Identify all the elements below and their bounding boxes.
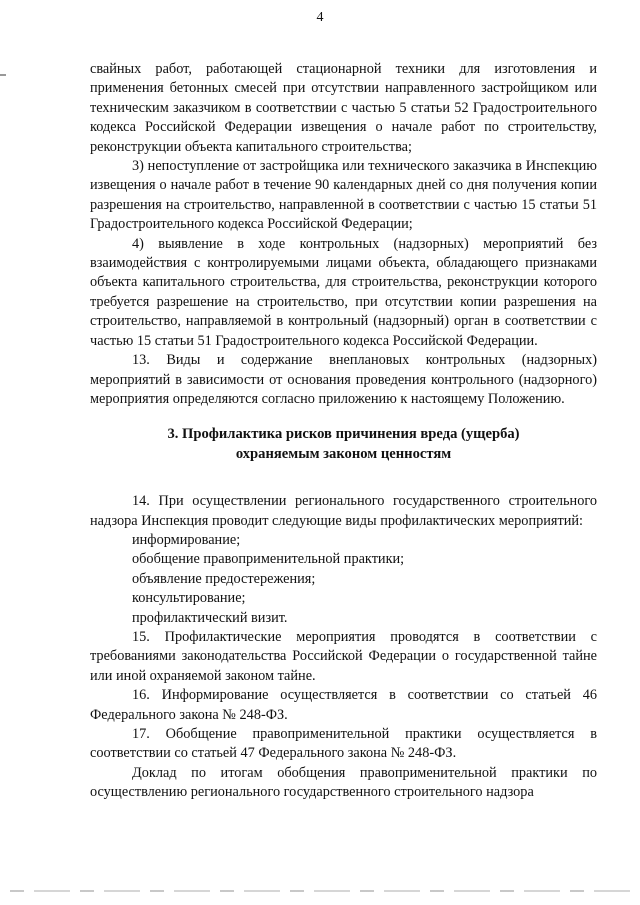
paragraph-continuation: свайных работ, работающей стационарной техники для изготовления и применения бетонных смесей при отсутствии направленного застройщиком или техническим заказчиком в соответствии с частью 5 статьи 52 Градостроительного кодекса Российской Федерации извещения о начале работ по строительству, реконструкции объекта капитального строительства; (90, 61, 597, 155)
list-item: обобщение правоприменительной практики; (132, 551, 405, 568)
section-heading-line-2: охраняемым законом ценностям (235, 445, 452, 462)
paragraph-report: Доклад по итогам обобщения правоприменительной практики по осуществлению регионального государственного строительного надзора (90, 764, 597, 801)
margin-mark (0, 74, 6, 76)
document-body (90, 60, 597, 803)
list-item: профилактический визит. (132, 609, 288, 626)
paragraph-13: 13. Виды и содержание внеплановых контрольных (надзорных) мероприятий в зависимости от основания проведения контрольного (надзорного) мероприятия определяются согласно приложению к настоящему Положению. (90, 352, 597, 407)
paragraph-17: 17. Обобщение правоприменительной практики осуществляется в соответствии со статьей 47 Федерального закона № 248-ФЗ. (90, 726, 597, 762)
paragraph-item-4: 4) выявление в ходе контрольных (надзорных) мероприятий без взаимодействия с контролируемыми лицами объекта, обладающего признаками объекта капитального строительства, для строительства, реконструкции которого требуется разрешение на строительство, при отсутствии копии разрешения на строительство, направляемой в контрольный (надзорный) орган в соответствии с частью 15 статьи 51 Градостроительного кодекса Российской Федерации. (90, 235, 597, 349)
paragraph-16: 16. Информирование осуществляется в соответствии со статьей 46 Федерального закона № 248-ФЗ. (90, 687, 597, 723)
page-number: 4 (316, 10, 324, 25)
paragraph-15: 15. Профилактические мероприятия проводятся в соответствии с требованиями законодательства Российской Федерации о государственной тайне или иной охраняемой законом тайне. (90, 628, 597, 684)
paragraph-14: 14. При осуществлении регионального государственного строительного надзора Инспекция проводит следующие виды профилактических мероприятий: (90, 493, 597, 529)
list-item: информирование; (132, 531, 241, 548)
paragraph-item-3: 3) непоступление от застройщика или технического заказчика в Инспекцию извещения о начале работ в течение 90 календарных дней со дня получения копии разрешения на строительство, направленной в соответствии с частью 15 статьи 51 Градостроительного кодекса Российской Федерации; (90, 158, 597, 233)
list-item: объявление предостережения; (132, 570, 316, 587)
section-heading-line-1: 3. Профилактика рисков причинения вреда (ущерба) (167, 426, 520, 443)
list-item: консультирование; (132, 590, 246, 607)
scan-edge-line (10, 890, 630, 892)
